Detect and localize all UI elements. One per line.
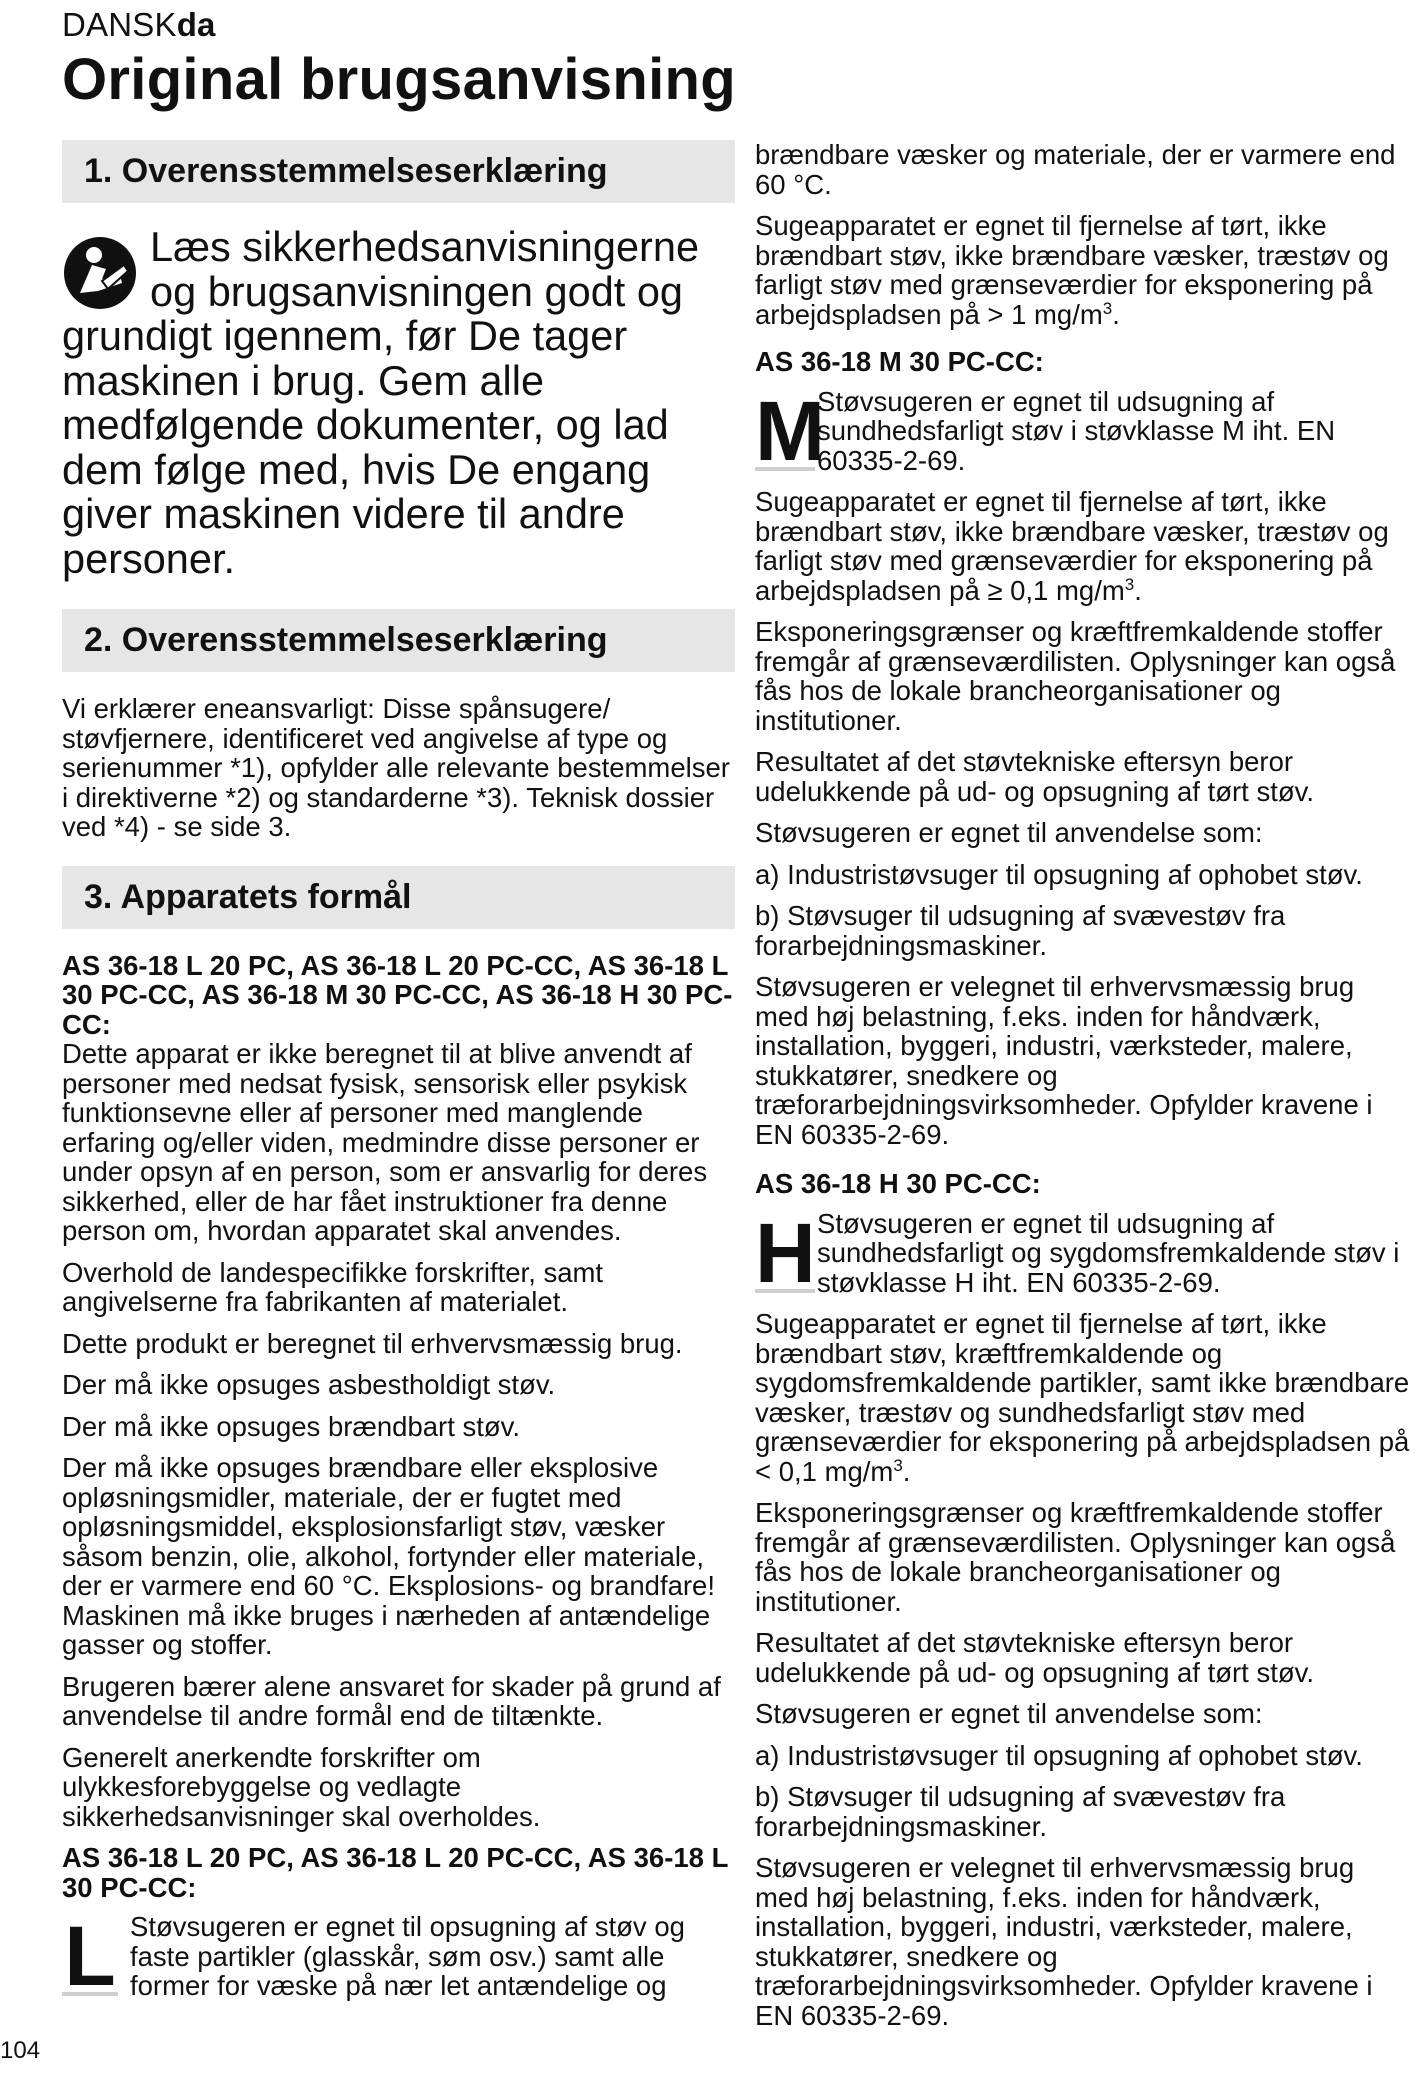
paragraph-1: Dette apparat er ikke beregnet til at blive anvendt af personer med nedsat fysisk, sensorisk eller psykisk funktionsevne eller af personer med manglende erfaring og/eller viden, medmindre disse personer er under opsyn af en person, som er ansvarlig for deres sikkerhed, eller de har fået instruktioner fra denne person om, hvordan apparatet skal anvendes.: [62, 1038, 708, 1246]
right-paragraph-15: b) Støvsuger til udsugning af svævestøv fra forarbejdningsmaskiner.: [755, 1781, 1286, 1842]
right-paragraph-14: a) Industristøvsuger til opsugning af ophobet støv.: [755, 1739, 1363, 1771]
superscript: 3: [1124, 574, 1135, 594]
page-number: 104: [0, 2037, 41, 2064]
dust-class-m-icon: M: [755, 383, 825, 478]
dust-class-l-icon: L: [62, 1920, 118, 1996]
l-models-heading: AS 36-18 L 20 PC, AS 36-18 L 20 PC-CC, AS 36-18 L 30 PC-CC:: [62, 1842, 728, 1903]
dust-class-l-text: Støvsugeren er egnet til opsugning af støv og faste partikler (glasskår, søm osv.) samt alle former for væske på nær let antændelige og: [130, 1911, 685, 2001]
right-paragraph-8: b) Støvsuger til udsugning af svævestøv fra forarbejdningsmaskiner.: [755, 900, 1286, 961]
right-paragraph-13: Støvsugeren er egnet til anvendelse som:: [755, 1698, 1263, 1729]
section-3-heading: 3. Apparatets formål: [62, 866, 735, 929]
right-paragraph-10: [755, 1309, 1415, 1486]
m-heading: AS 36-18 M 30 PC-CC:: [755, 346, 1044, 377]
dust-class-m-text: Støvsugeren er egnet til udsugning af sundhedsfarligt støv i støvklasse M iht. EN 60335-2-69.: [817, 385, 1336, 476]
dust-class-h-icon: H: [755, 1205, 816, 1300]
dust-class-h-block: [755, 1205, 1415, 1300]
paragraph-3: Dette produkt er beregnet til erhvervsmæssig brug.: [62, 1327, 683, 1359]
right-paragraph-2: [755, 211, 1415, 329]
right-paragraph-10-text: Sugeapparatet er egnet til fjernelse af tørt, ikke brændbart støv, kræftfremkaldende og sygdomsfremkaldende partikler, samt ikke brændbare væsker, træstøv og sundhedsfarligt støv med grænseværdier for eksponering på arbejdspladsen på < 0,1 mg/m: [755, 1308, 1410, 1487]
paragraph-4: Der må ikke opsuges asbestholdigt støv.: [62, 1369, 556, 1400]
h-heading: AS 36-18 H 30 PC-CC:: [755, 1168, 1041, 1199]
right-paragraph-11: Eksponeringsgrænser og kræftfremkaldende stoffer fremgår af grænseværdilisten. Oplysninger kan også fås hos de lokale brancheorganisationer og institutioner.: [755, 1497, 1396, 1617]
section-1-heading: 1. Overensstemmelseserklæring: [62, 140, 735, 203]
language-code: da: [176, 6, 216, 43]
right-paragraph-3-text: Sugeapparatet er egnet til fjernelse af tørt, ikke brændbart støv, ikke brændbare væsker, træstøv og farligt støv med grænseværdier for eksponering på arbejdspladsen på ≥ 0,1 mg/m: [755, 486, 1389, 606]
language-label: [62, 6, 216, 44]
dust-class-m-block: [755, 383, 1415, 478]
paragraph-6: Der må ikke opsuges brændbare eller eksplosive opløsningsmidler, materiale, der er fugtet med opløsningsmiddel, eksplosionsfarligt støv, væsker såsom benzin, olie, alkohol, fortynder eller materiale, der er varmere end 60 °C. Eksplosions- og brandfare! Maskinen må ikke bruges i nærheden af antændelige gasser og stoffer.: [62, 1452, 715, 1660]
intro-text: Læs sikkerhedsanvisningerne og brugsanvisningen godt og grundigt igennem, før De tager maskinen i brug. Gem alle medfølgende dokumenter, og lad dem følge med, hvis De engang giver maskinen videre til andre personer.: [62, 223, 700, 582]
punctuation: .: [1112, 298, 1120, 330]
right-paragraph-5: Resultatet af det støvtekniske eftersyn beror udelukkende på ud- og opsugning af tørt støv.: [755, 746, 1314, 807]
right-paragraph-4: Eksponeringsgrænser og kræftfremkaldende stoffer fremgår af grænseværdilisten. Oplysninger kan også fås hos de lokale brancheorganisationer og institutioner.: [755, 616, 1396, 736]
left-column: [62, 140, 735, 2013]
punctuation: .: [902, 1455, 911, 1487]
read-manual-icon: [62, 235, 138, 311]
paragraph-7: Brugeren bærer alene ansvaret for skader på grund af anvendelse til andre formål end de tiltænkte.: [62, 1670, 721, 1731]
right-paragraph-2-text: Sugeapparatet er egnet til fjernelse af tørt, ikke brændbart støv, ikke brændbare væsker, træstøv og farligt støv med grænseværdier for eksponering på arbejdspladsen på > 1 mg/m: [755, 210, 1389, 330]
right-paragraph-3: [755, 487, 1415, 605]
punctuation: .: [1134, 574, 1142, 606]
right-paragraph-1: brændbare væsker og materiale, der er varmere end 60 °C.: [755, 139, 1396, 200]
paragraph-2: Overhold de landespecifikke forskrifter, samt angivelserne fra fabrikanten af materialet.: [62, 1256, 604, 1317]
language-name: DANSK: [62, 6, 177, 43]
dust-class-h-text: Støvsugeren er egnet til udsugning af sundhedsfarligt og sygdomsfremkaldende støv i støvklasse H iht. EN 60335-2-69.: [817, 1207, 1400, 1298]
right-paragraph-12: Resultatet af det støvtekniske eftersyn beror udelukkende på ud- og opsugning af tørt støv.: [755, 1627, 1314, 1688]
page-title: Original brugsanvisning: [62, 47, 736, 112]
models-heading: AS 36-18 L 20 PC, AS 36-18 L 20 PC-CC, AS 36-18 L 30 PC-CC, AS 36-18 M 30 PC-CC, AS 36-18 H 30 PC-CC:: [62, 949, 733, 1040]
right-paragraph-6: Støvsugeren er egnet til anvendelse som:: [755, 817, 1263, 848]
section-2-heading: 2. Overensstemmelseserklæring: [62, 609, 735, 672]
right-paragraph-16: Støvsugeren er velegnet til erhvervsmæssig brug med høj belastning, f.eks. inden for håndværk, installation, byggeri, industri, værksteder, malere, stukkatører, snedkere og træforarbejdningsvirksomheder. Opfylder kravene i EN 60335-2-69.: [755, 1852, 1373, 2031]
right-paragraph-9: Støvsugeren er velegnet til erhvervsmæssig brug med høj belastning, f.eks. inden for håndværk, installation, byggeri, industri, værksteder, malere, stukkatører, snedkere og træforarbejdningsvirksomheder. Opfylder kravene i EN 60335-2-69.: [755, 971, 1373, 1150]
dust-class-l-block: [62, 1909, 735, 2003]
intro-paragraph: [62, 225, 735, 581]
superscript: 3: [1102, 298, 1113, 318]
right-column: [755, 140, 1415, 2042]
superscript: 3: [893, 1455, 903, 1475]
paragraph-8: Generelt anerkendte forskrifter om ulykkesforebyggelse og vedlagte sikkerhedsanvisninger skal overholdes.: [62, 1741, 541, 1832]
paragraph-5: Der må ikke opsuges brændbart støv.: [62, 1410, 521, 1442]
declaration-text: Vi erklærer eneansvarligt: Disse spånsugere/ støvfjernere, identificeret ved angivelse af type og serienummer *1), opfylder alle relevante bestemmelser i direktiverne *2) og standarderne *3). Teknisk dossier ved *4) - se side 3.: [62, 693, 730, 842]
right-paragraph-7: a) Industristøvsuger til opsugning af ophobet støv.: [755, 858, 1363, 890]
